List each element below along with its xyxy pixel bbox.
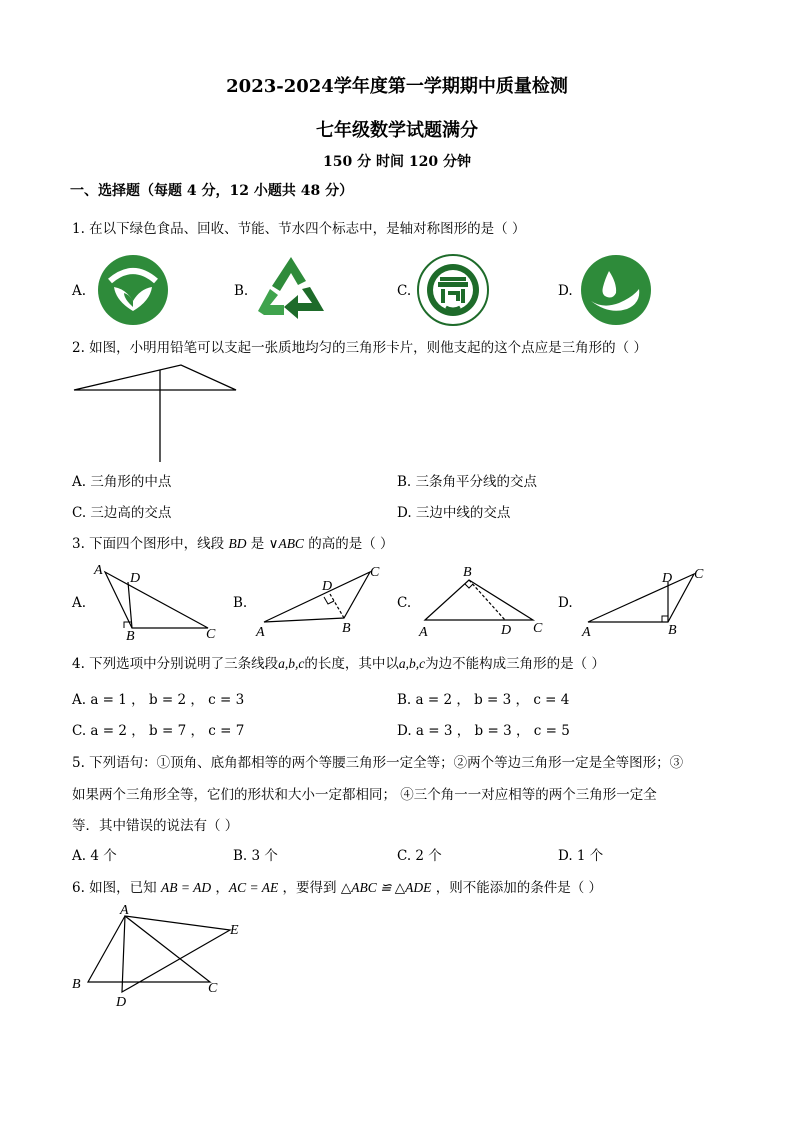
q2-option-b: B. 三条角平分线的交点	[397, 474, 538, 490]
exam-subtitle: 七年级数学试题满分	[316, 120, 478, 141]
q2-stem: 2. 如图，小明用铅笔可以支起一张质地均匀的三角形卡片，则他支起的这个点应是三角形的（ ）	[72, 340, 647, 356]
water-saving-logo-icon	[579, 253, 653, 327]
q3-tri: ∨ABC	[268, 536, 304, 551]
q4-option-b: B. a = 2 ， b = 3 ， c = 4	[397, 692, 570, 708]
q5-line-1: 5. 下列语句：①顶角、底角都相等的两个等腰三角形一定全等；②两个等边三角形一定是全等图形；③	[72, 755, 684, 771]
q4-vars-2: a,b,c	[398, 656, 426, 671]
q3-stem-pre: 3. 下面四个图形中，线段	[72, 536, 229, 552]
q3a-label-c: C	[206, 627, 216, 642]
q3a-label-d: D	[130, 571, 141, 586]
q2-option-a: A. 三角形的中点	[72, 474, 172, 490]
q3b-label-d: D	[322, 579, 333, 594]
q1-option-c-label: C.	[397, 283, 412, 299]
q6-stem-pre: 6. 如图，已知	[72, 880, 161, 896]
q3-figure-b	[252, 560, 392, 644]
q1-stem: 1. 在以下绿色食品、回收、节能、节水四个标志中，是轴对称图形的是（ ）	[72, 221, 526, 237]
q3d-label-a: A	[582, 625, 591, 640]
q3-option-d-label: D.	[558, 595, 573, 611]
q3-option-c-label: C.	[397, 595, 412, 611]
q6-label-d: D	[116, 995, 127, 1010]
recycle-logo-icon	[254, 253, 328, 327]
q3d-label-b: B	[668, 623, 677, 638]
q3b-label-b: B	[342, 621, 351, 636]
q4-option-c: C. a = 2 ， b = 7 ， c = 7	[72, 723, 245, 739]
q6-label-c: C	[208, 981, 218, 996]
q4-stem-post: 为边不能构成三角形的是（ ）	[425, 656, 605, 672]
q6-label-a: A	[120, 903, 129, 918]
q3-figure-a	[90, 560, 230, 644]
q6-sep1: ，	[211, 880, 229, 896]
q6-eq1: AB = AD	[160, 880, 212, 895]
q6-stem-mid: ，要得到	[278, 880, 341, 896]
q3a-label-b: B	[126, 629, 135, 644]
q6-stem-post: ，则不能添加的条件是（ ）	[431, 880, 602, 896]
q4-vars-1: a,b,c	[278, 656, 305, 671]
q3c-label-b: B	[463, 565, 472, 580]
q1-option-a-label: A.	[72, 283, 87, 299]
q4-option-a: A. a = 1 ， b = 2 ， c = 3	[72, 692, 245, 708]
q2-triangle-pencil-figure	[70, 362, 242, 466]
q3d-label-c: C	[694, 567, 704, 582]
q3a-label-a: A	[94, 563, 103, 578]
q3-option-a-label: A.	[72, 595, 87, 611]
q6-label-b: B	[72, 977, 81, 992]
energy-saving-logo-icon	[416, 253, 490, 327]
q4-stem-pre: 4. 下列选项中分别说明了三条线段	[72, 656, 279, 672]
q6-triangles-figure	[70, 900, 250, 1010]
q4-stem-mid: 的长度，其中以	[304, 656, 399, 672]
q3-stem	[72, 535, 394, 553]
section-heading: 一、选择题（每题 4 分，12 小题共 48 分）	[70, 183, 354, 199]
q5-option-b: B. 3 个	[233, 848, 278, 864]
q3c-label-c: C	[533, 621, 543, 636]
q6-stem	[72, 879, 602, 897]
q3c-label-d: D	[501, 623, 512, 638]
q3b-label-c: C	[370, 565, 380, 580]
q2-option-d: D. 三边中线的交点	[397, 505, 511, 521]
q5-line-3: 等．其中错误的说法有（ ）	[72, 818, 239, 834]
q3d-label-d: D	[662, 571, 673, 586]
q3-figure-d	[578, 560, 718, 644]
q3b-label-a: A	[256, 625, 265, 640]
q4-option-d: D. a = 3 ， b = 3 ， c = 5	[397, 723, 570, 739]
q3-seg: BD	[228, 536, 247, 551]
exam-meta: 150 分 时间 120 分钟	[323, 154, 471, 170]
q5-option-c: C. 2 个	[397, 848, 442, 864]
q1-option-d-label: D.	[558, 283, 573, 299]
q6-label-e: E	[230, 923, 239, 938]
q3c-label-a: A	[419, 625, 428, 640]
q1-option-b-label: B.	[234, 283, 249, 299]
q5-line-2: 如果两个三角形全等，它们的形状和大小一定都相同； ④三个角一一对应相等的两个三角形一定全	[72, 787, 657, 803]
q3-stem-mid: 是	[246, 536, 269, 552]
q3-figure-c	[415, 560, 555, 644]
q3-stem-post: 的高的是（ ）	[303, 536, 394, 552]
q4-stem	[72, 655, 605, 673]
q3-option-b-label: B.	[233, 595, 248, 611]
q6-congr: △ABC ≌ △ADE	[340, 880, 432, 895]
q5-option-d: D. 1 个	[558, 848, 604, 864]
q5-option-a: A. 4 个	[72, 848, 117, 864]
q2-option-c: C. 三边高的交点	[72, 505, 172, 521]
green-food-logo-icon	[96, 253, 170, 327]
q6-eq2: AC = AE	[228, 880, 279, 895]
exam-title: 2023-2024学年度第一学期期中质量检测	[226, 76, 568, 97]
